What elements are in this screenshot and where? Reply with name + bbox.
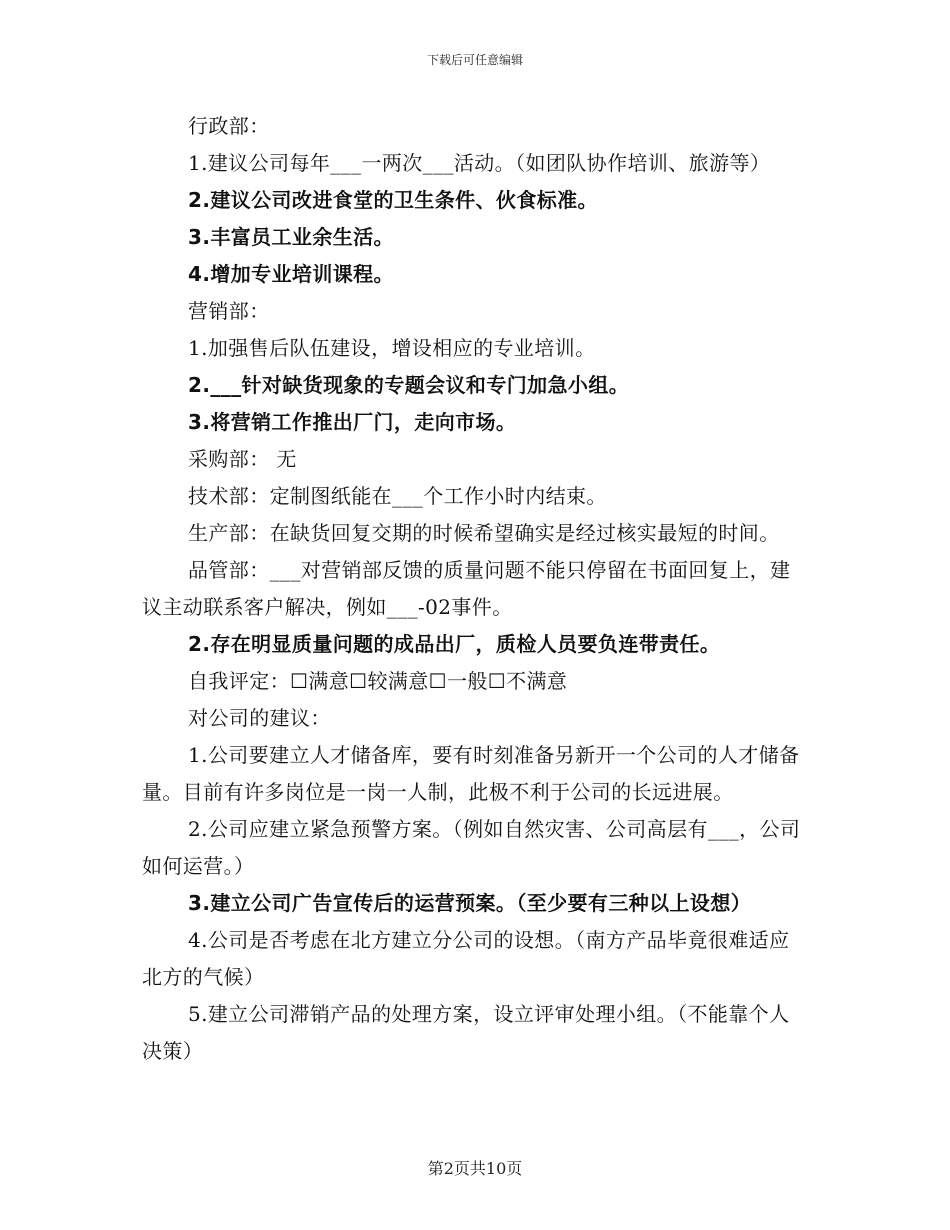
paragraph: 3.丰富员工业余生活。 (188, 225, 394, 249)
paragraph: 生产部：在缺货回复交期的时候希望确实是经过核实最短的时间。 (188, 521, 780, 545)
paragraph: 1.加强售后队伍建设，增设相应的专业培训。 (188, 336, 596, 360)
paragraph: 营销部： (188, 299, 270, 323)
paragraph: 品管部：___对营销部反馈的质量问题不能只停留在书面回复上，建议主动联系客户解决，例如___-02事件。 (142, 558, 791, 619)
paragraph: 采购部： 无 (188, 447, 297, 471)
paragraph: 自我评定：☐满意☐较满意☐一般☐不满意 (188, 669, 568, 693)
paragraph: 技术部：定制图纸能在___个工作小时内结束。 (188, 484, 607, 508)
paragraph: 2.建议公司改进食堂的卫生条件、伙食标准。 (188, 188, 598, 212)
paragraph: 2.___针对缺货现象的专题会议和专门加急小组。 (188, 373, 630, 397)
paragraph: 4.增加专业培训课程。 (188, 262, 394, 286)
paragraph: 1.公司要建立人才储备库，要有时刻准备另新开一个公司的人才储备量。目前有许多岗位是一岗一人制，此极不利于公司的长远进展。 (142, 743, 800, 804)
paragraph: 2.公司应建立紧急预警方案。（例如自然灾害、公司高层有___，公司如何运营。） (142, 817, 801, 878)
paragraph: 3.将营销工作推出厂门，走向市场。 (188, 410, 517, 434)
paragraph: 行政部： (188, 114, 270, 138)
paragraph: 1.建议公司每年___一两次___活动。（如团队协作培训、旅游等） (188, 151, 771, 175)
page-number: 第2页共10页 (427, 1159, 523, 1178)
document-body (142, 108, 802, 1070)
paragraph: 对公司的建议： (188, 706, 331, 730)
paragraph: 4.公司是否考虑在北方建立分公司的设想。（南方产品毕竟很难适应北方的气候） (142, 928, 790, 989)
paragraph: 2.存在明显质量问题的成品出厂，质检人员要负连带责任。 (188, 632, 721, 656)
paragraph: 5.建立公司滞销产品的处理方案，设立评审处理小组。（不能靠个人决策） (142, 1002, 790, 1063)
page-header-note: 下载后可任意编辑 (426, 53, 523, 67)
paragraph: 3.建立公司广告宣传后的运营预案。（至少要有三种以上设想） (188, 891, 752, 915)
